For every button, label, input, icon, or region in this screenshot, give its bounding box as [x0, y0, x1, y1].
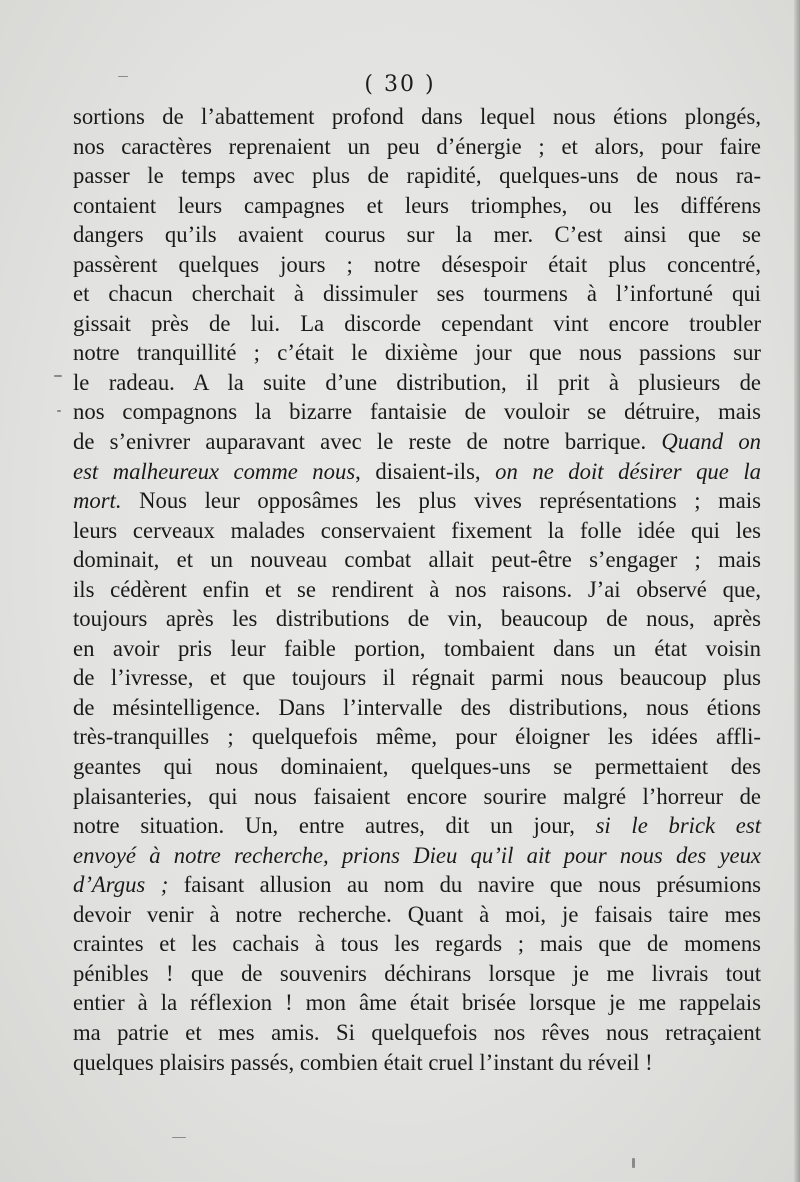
text-line — [73, 604, 761, 634]
text-line — [73, 693, 761, 723]
text-line — [73, 309, 761, 339]
text-line — [73, 220, 761, 250]
text-run: et chacun cherchait à dissimuler ses tourmens à l’infortuné qui — [73, 281, 761, 307]
text-run: ma patrie et mes amis. Si quelquefois nos rêves nous retraçaient — [73, 1019, 761, 1045]
text-run: leurs cerveaux malades conservaient fixement la folle idée qui les — [73, 517, 761, 543]
text-line — [73, 959, 761, 989]
text-line — [73, 1018, 761, 1048]
text-run: notre situation. Un, entre autres, dit un jour, — [73, 813, 596, 839]
text-line — [73, 250, 761, 280]
body-text — [73, 102, 761, 1077]
text-run: devoir venir à notre recherche. Quant à moi, je faisais taire mes — [73, 901, 761, 927]
text-line — [73, 161, 761, 191]
text-run: ils cédèrent enfin et se rendirent à nos raisons. J’ai observé que, — [73, 576, 761, 602]
text-line — [73, 279, 761, 309]
text-line — [73, 368, 761, 398]
text-line — [73, 516, 761, 546]
text-run: passèrent quelques jours ; notre désespoir était plus concentré, — [73, 251, 761, 277]
text-line — [73, 132, 761, 162]
text-run: craintes et les cachais à tous les regards ; mais que de momens — [73, 931, 761, 957]
text-line — [73, 1048, 761, 1078]
text-run: quelques plaisirs passés, combien était cruel l’instant du réveil ! — [73, 1049, 653, 1075]
ink-speck — [632, 1158, 635, 1168]
text-run: , disaient-ils, — [355, 458, 496, 484]
italic-text: si le brick est — [595, 813, 762, 839]
page-number: ( 30 ) — [364, 72, 436, 97]
text-line — [73, 722, 761, 752]
text-run: de s’enivrer auparavant avec le reste de notre barrique. — [73, 429, 662, 455]
text-run: nos compagnons la bizarre fantaisie de vouloir se détruire, mais — [73, 399, 761, 425]
text-run: faisant allusion au nom du navire que nous présumions — [168, 872, 761, 898]
text-run: nos caractères reprenaient un peu d’énergie ; et alors, pour faire — [73, 133, 761, 159]
ink-speck — [118, 76, 128, 77]
text-line — [73, 457, 761, 487]
italic-text: Quand on — [661, 429, 762, 455]
text-run: en avoir pris leur faible portion, tombaient dans un état voisin — [73, 635, 761, 661]
page-edge-shadow — [794, 0, 800, 1182]
text-run: geantes qui nous dominaient, quelques-uns se permettaient des — [73, 754, 761, 780]
text-run: passer le temps avec plus de rapidité, quelques-uns de nous ra- — [73, 163, 761, 189]
text-line — [73, 988, 761, 1018]
text-run: très-tranquilles ; quelquefois même, pour éloigner les idées affli- — [73, 724, 761, 750]
italic-text: envoyé à notre recherche, prions Dieu qu’il ait pour nous des yeux — [73, 842, 761, 868]
text-run: de mésintelligence. Dans l’intervalle des distributions, nous étions — [73, 694, 761, 720]
italic-text: est malheureux comme nous — [73, 458, 356, 484]
ink-speck — [57, 410, 61, 412]
italic-text: d’Argus ; — [73, 872, 169, 898]
italic-text: on ne doit désirer que la — [495, 458, 762, 484]
text-line — [73, 486, 761, 516]
text-run: notre tranquillité ; c’était le dixième jour que nous passions sur — [73, 340, 761, 366]
text-run: pénibles ! que de souvenirs déchirans lorsque je me livrais tout — [73, 960, 761, 986]
text-line — [73, 782, 761, 812]
text-run: plaisanteries, qui nous faisaient encore sourire malgré l’horreur de — [73, 783, 761, 809]
text-line — [73, 545, 761, 575]
text-run: dominait, et un nouveau combat allait peut-être s’engager ; mais — [73, 547, 761, 573]
text-line — [73, 634, 761, 664]
text-line — [73, 575, 761, 605]
text-line — [73, 102, 761, 132]
text-line — [73, 397, 761, 427]
text-run: de l’ivresse, et que toujours il régnait parmi nous beaucoup plus — [73, 665, 761, 691]
text-run: dangers qu’ils avaient courus sur la mer. C’est ainsi que se — [73, 222, 761, 248]
text-line — [73, 841, 761, 871]
text-line — [73, 191, 761, 221]
text-line — [73, 900, 761, 930]
ink-speck — [54, 375, 62, 377]
text-line — [73, 663, 761, 693]
text-run: Nous leur opposâmes les plus vives représentations ; mais — [121, 488, 761, 514]
text-line — [73, 427, 761, 457]
text-run: toujours après les distributions de vin, beaucoup de nous, après — [73, 606, 761, 632]
text-run: sortions de l’abattement profond dans lequel nous étions plongés, — [73, 104, 761, 129]
text-line — [73, 338, 761, 368]
text-line — [73, 929, 761, 959]
text-line — [73, 752, 761, 782]
italic-text: mort. — [73, 488, 122, 514]
text-run: contaient leurs campagnes et leurs triomphes, ou les différens — [73, 192, 761, 218]
text-line — [73, 811, 761, 841]
text-run: gissait près de lui. La discorde cependant vint encore troubler — [73, 310, 761, 336]
text-line — [73, 870, 761, 900]
text-run: le radeau. A la suite d’une distribution, il prit à plusieurs de — [73, 369, 761, 395]
text-run: entier à la réflexion ! mon âme était brisée lorsque je me rappelais — [73, 990, 761, 1016]
ink-speck — [172, 1137, 186, 1138]
